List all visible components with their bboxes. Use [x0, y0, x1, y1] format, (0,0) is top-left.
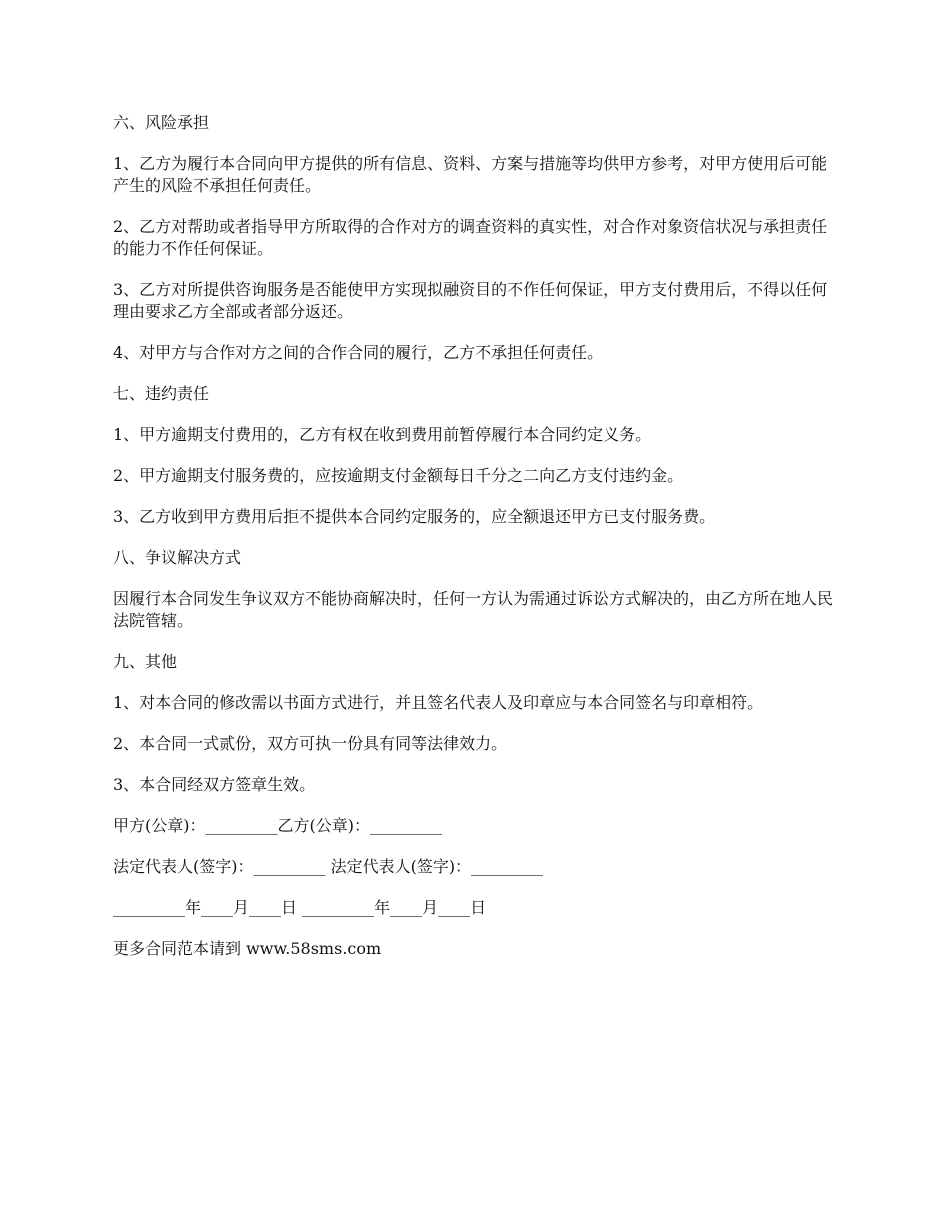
representative-line: 法定代表人(签字)：_________ 法定代表人(签字)：_________: [113, 857, 544, 876]
section-heading-breach: 七、违约责任: [113, 384, 210, 403]
risk-clause-2: 2、乙方对帮助或者指导甲方所取得的合作对方的调查资料的真实性，对合作对象资信状况与承担责任的能力不作任何保证。: [113, 217, 828, 258]
seal-line: 甲方(公章)：_________乙方(公章)：_________: [113, 816, 442, 835]
document-content: [113, 112, 843, 979]
risk-clause-3: 3、乙方对所提供咨询服务是否能使甲方实现拟融资目的不作任何保证，甲方支付费用后，不得以任何理由要求乙方全部或者部分返还。: [113, 280, 828, 321]
section-heading-dispute: 八、争议解决方式: [113, 548, 242, 567]
other-clause-1: 1、对本合同的修改需以书面方式进行，并且签名代表人及印章应与本合同签名与印章相符。: [113, 693, 764, 712]
dispute-clause: 因履行本合同发生争议双方不能协商解决时，任何一方认为需通过诉讼方式解决的，由乙方所在地人民法院管辖。: [113, 589, 834, 630]
date-line: _________年____月____日 _________年____月____日: [113, 898, 487, 917]
breach-clause-1: 1、甲方逾期支付费用的，乙方有权在收到费用前暂停履行本合同约定义务。: [113, 425, 652, 444]
risk-clause-1: 1、乙方为履行本合同向甲方提供的所有信息、资料、方案与措施等均供甲方参考，对甲方使用后可能产生的风险不承担任何责任。: [113, 154, 828, 195]
other-clause-3: 3、本合同经双方签章生效。: [113, 775, 316, 794]
section-heading-other: 九、其他: [113, 652, 178, 671]
breach-clause-2: 2、甲方逾期支付服务费的，应按逾期支付金额每日千分之二向乙方支付违约金。: [113, 466, 684, 485]
footer-more-contracts: 更多合同范本请到 www.58sms.com: [113, 939, 382, 958]
section-heading-risk: 六、风险承担: [113, 113, 210, 132]
risk-clause-4: 4、对甲方与合作对方之间的合作合同的履行，乙方不承担任何责任。: [113, 343, 604, 362]
breach-clause-3: 3、乙方收到甲方费用后拒不提供本合同约定服务的，应全额退还甲方已支付服务费。: [113, 507, 716, 526]
other-clause-2: 2、本合同一式贰份，双方可执一份具有同等法律效力。: [113, 734, 508, 753]
